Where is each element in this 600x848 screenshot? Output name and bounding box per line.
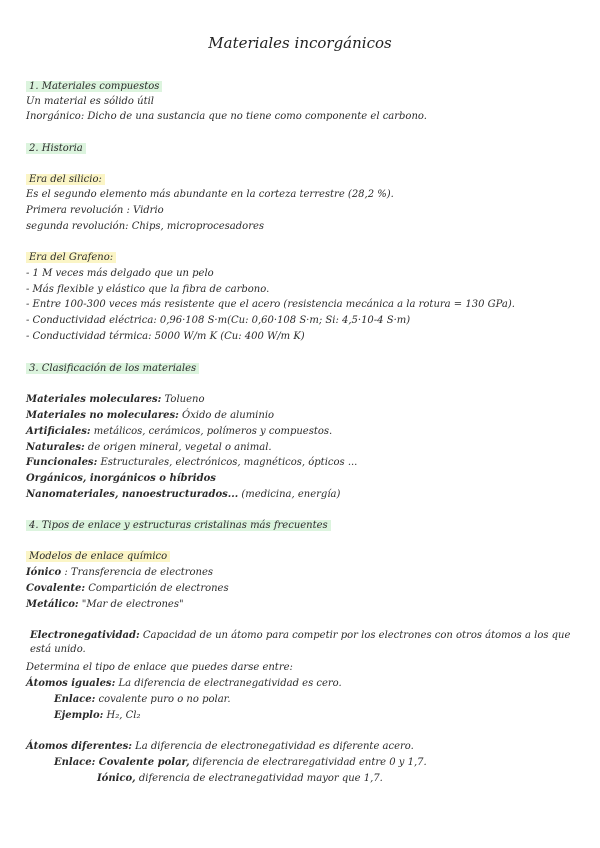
ionico-line: Iónico, diferencia de electranegatividad mayor que 1,7. [97,773,383,784]
modelos-heading: Modelos de enlace químico [26,550,170,564]
modelo-item: Metálico: "Mar de electrones" [26,599,184,610]
determina-line: Determina el tipo de enlace que puedes darse entre: [26,662,293,673]
atomos-diferentes-line: Átomos diferentes: La diferencia de electronegatividad es diferente acero. [26,741,414,752]
section-2-heading: 2. Historia [26,142,86,156]
modelo-item: Iónico : Transferencia de electrones [26,567,214,578]
class-item: Artificiales: metálicos, cerámicos, polímeros y compuestos. [26,426,333,437]
ejemplo-line: Ejemplo: H₂, Cl₂ [54,710,141,721]
era-silicio-line-1: Es el segundo elemento más abundante en la corteza terrestre (28,2 %). [26,189,394,200]
class-item: Orgánicos, inorgánicos o híbridos [26,473,216,484]
class-item: Naturales: de origen mineral, vegetal o animal. [26,442,272,453]
era-silicio-line-2: Primera revolución : Vidrio [26,205,164,216]
section-3-heading: 3. Clasificación de los materiales [26,362,199,376]
page-title: Materiales incorgánicos [208,34,392,52]
class-item: Materiales moleculares: Tolueno [26,394,205,405]
era-grafeno-line-2: - Más flexible y elástico que la fibra de carbono. [26,284,270,295]
enlace-iguales-line: Enlace: covalente puro o no polar. [54,694,231,705]
section-1-heading: 1. Materiales compuestos [26,80,162,94]
era-silicio-heading: Era del silicio: [26,173,105,187]
atomos-iguales-line: Átomos iguales: La diferencia de electranegatividad es cero. [26,678,342,689]
era-silicio-line-3: segunda revolución: Chips, microprocesadores [26,221,265,232]
class-item: Nanomateriales, nanoestructurados... (medicina, energía) [26,489,341,500]
era-grafeno-line-3: - Entre 100-300 veces más resistente que el acero (resistencia mecánica a la rotura = 130 GPa). [26,299,515,310]
modelo-item: Covalente: Compartición de electrones [26,583,229,594]
enlace-diferentes-line: Enlace: Covalente polar, diferencia de electraregatividad entre 0 y 1,7. [54,757,427,768]
era-grafeno-line-5: - Conductividad térmica: 5000 W/m K (Cu: 400 W/m K) [26,331,305,342]
era-grafeno-line-1: - 1 M veces más delgado que un pelo [26,268,214,279]
class-item: Materiales no moleculares: Óxido de aluminio [26,410,275,421]
section-4-heading: 4. Tipos de enlace y estructuras cristalinas más frecuentes [26,519,331,533]
section-1-line-1: Un material es sólido útil [26,96,154,107]
section-1-line-2: Inorgánico: Dicho de una sustancia que no tiene como componente el carbono. [26,111,427,122]
class-item: Funcionales: Estructurales, electrónicos, magnéticos, ópticos ... [26,457,358,468]
era-grafeno-heading: Era del Grafeno: [26,251,116,265]
electronegatividad-definition: Electronegatividad: Capacidad de un átomo para competir por los electrones con otros átomos a los que está unido. [30,630,571,655]
era-grafeno-line-4: - Conductividad eléctrica: 0,96·108 S·m(Cu: 0,60·108 S·m; Si: 4,5·10-4 S·m) [26,315,411,326]
